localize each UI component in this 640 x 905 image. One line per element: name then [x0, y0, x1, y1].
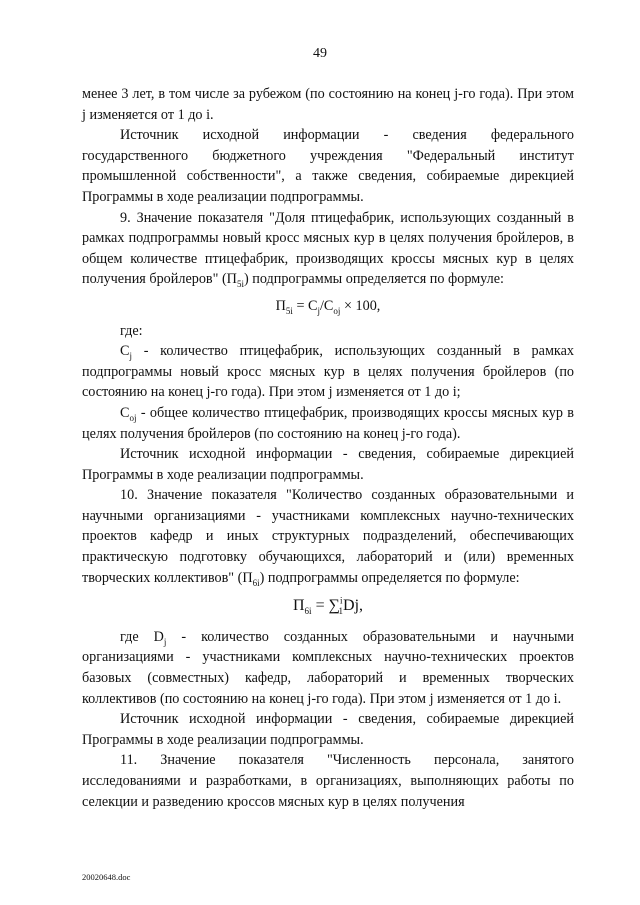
definition-coj — [82, 403, 574, 444]
paragraph-source: Источник исходной информации - сведения, собираемые дирекцией Программы в ходе реализации подпрограммы. — [82, 711, 574, 748]
paragraph-indicator-10 — [82, 485, 574, 588]
page-content — [82, 84, 574, 812]
text: ) подпрограммы определяется по формуле: — [243, 271, 504, 288]
page-number: 49 — [313, 46, 327, 61]
formula-text: = — [311, 597, 329, 615]
subscript: 6i — [304, 606, 312, 617]
subscript: 5i — [236, 279, 244, 290]
formula-text: = C — [292, 297, 318, 314]
formula-p6i — [82, 588, 574, 627]
sum-symbol: ∑ — [328, 597, 340, 615]
subscript: 1 — [338, 606, 344, 617]
subscript: j — [317, 305, 320, 316]
text: где D — [120, 628, 164, 645]
variable: C — [120, 343, 130, 360]
formula-text: П — [275, 297, 286, 314]
text: - количество созданных образовательными и научными организациями - участниками комплексных научно-технических проектов базовых (совместных) кафедр, лабораторий и временных творческих коллективов (по состоянию на конец j-го года). При этом j изменяется от 1 до i. — [82, 628, 574, 707]
footer-filename: 20020648.doc — [82, 872, 131, 882]
text: 10. Значение показателя "Количество созданных образовательными и научными организациями - участниками комплексных научно-технических проектов кафедр и иных структурных подразделений, обеспечивающих практическую подготовку обучающихся, лабораторий и (или) временных творческих коллективов" (П — [82, 487, 574, 586]
formula-text: × 100, — [340, 297, 381, 314]
paragraph: менее 3 лет, в том числе за рубежом (по состоянию на конец j-го года). При этом j изменяется от 1 до i. — [82, 86, 574, 123]
text: 9. Значение показателя "Доля птицефабрик, использующих созданный в рамках подпрограммы новый кросс мясных кур в целях получения бройлеров, в общем количестве птицефабрик, производящих кроссы мясных кур в целях получения бройлеров" (П — [82, 209, 574, 288]
paragraph-source: Источник исходной информации - сведения, собираемые дирекцией Программы в ходе реализации подпрограммы. — [82, 446, 574, 483]
subscript: 5i — [285, 305, 293, 316]
variable: C — [120, 404, 130, 421]
where-label: где: — [120, 322, 143, 339]
paragraph-indicator-9 — [82, 208, 574, 290]
formula-text: П — [292, 597, 305, 615]
subscript: j — [129, 350, 132, 361]
paragraph-indicator-11: 11. Значение показателя "Численность персонала, занятого исследованиями и разработками, в организациях, выполняющих работы по селекции и разведению кроссов мясных кур в целях получения — [82, 752, 574, 810]
subscript: j — [163, 636, 167, 647]
subscript: oj — [333, 305, 341, 316]
definition-cj — [82, 341, 574, 403]
subscript: oj — [129, 412, 137, 423]
subscript: 6i — [252, 577, 260, 588]
formula-text: Dj, — [343, 597, 364, 615]
paragraph: Источник исходной информации - сведения федерального государственного бюджетного учреждения "Федеральный институт промышленной собственности", а также сведения, собираемые дирекцией Программы в ходе реализации подпрограммы. — [82, 127, 574, 205]
formula-p5i — [82, 290, 574, 321]
definition-dj — [82, 627, 574, 709]
text: - общее количество птицефабрик, производящих кроссы мясных кур в целях получения бройлеров (по состоянию на конец j-го года). — [82, 404, 574, 442]
superscript: i — [340, 595, 343, 606]
formula-text: /C — [319, 297, 334, 314]
text: ) подпрограммы определяется по формуле: — [259, 569, 520, 586]
text: - количество птицефабрик, использующих созданный в рамках подпрограммы новый кросс мясных кур в целях получения бройлеров (по состоянию на конец j-го года). При этом j изменяется от 1 до i; — [82, 343, 574, 401]
